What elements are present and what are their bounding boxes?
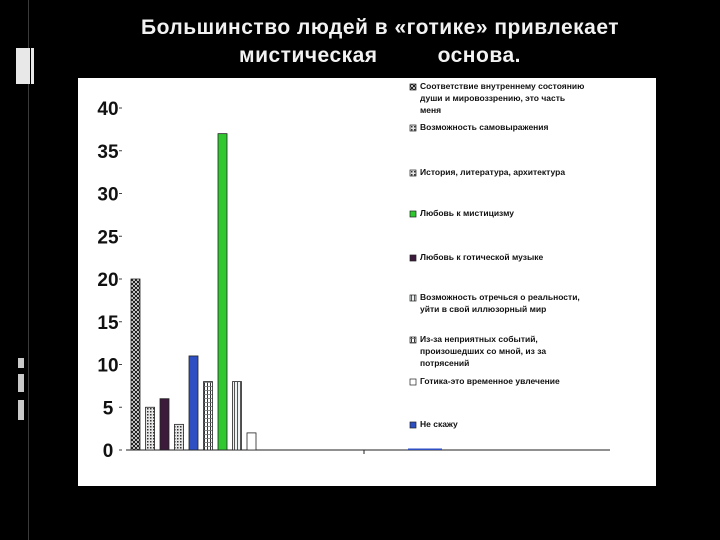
bar-rect <box>218 134 227 450</box>
accent-block <box>16 48 30 84</box>
chart-panel <box>78 78 656 486</box>
legend <box>410 81 584 429</box>
legend-label: Не скажу <box>420 419 458 429</box>
legend-item <box>410 167 565 177</box>
bar <box>131 279 140 450</box>
legend-swatch <box>410 295 416 301</box>
legend-item <box>410 334 546 368</box>
bar <box>247 433 256 450</box>
legend-swatch <box>410 255 416 261</box>
legend-label: Из-за неприятных событий, <box>420 334 538 344</box>
y-tick-label: 30 <box>97 184 119 206</box>
legend-label: души и мировоззрению, это часть <box>420 93 566 103</box>
title-word-mystical: мистическая <box>239 44 378 67</box>
bar-chart <box>78 78 656 486</box>
legend-item <box>410 419 458 429</box>
legend-label: История, литература, архитектура <box>420 167 566 177</box>
legend-label: Любовь к готической музыке <box>420 252 544 262</box>
bar-rect <box>204 382 213 450</box>
title-line-1: Большинство людей в «готике» привлекает <box>140 16 620 39</box>
legend-label: Любовь к мистицизму <box>420 208 514 218</box>
legend-swatch <box>410 125 416 131</box>
bars <box>131 134 442 450</box>
accent-block <box>18 358 24 368</box>
bar-rect <box>233 382 242 450</box>
y-tick-label: 15 <box>97 312 119 334</box>
legend-label: уйти в свой иллюзорный мир <box>420 304 547 314</box>
bar <box>146 407 155 450</box>
legend-label: произошедших со мной, из за <box>420 346 547 356</box>
bar-baseline-tail <box>408 449 442 451</box>
legend-swatch <box>410 211 416 217</box>
y-tick-label: 25 <box>97 227 119 249</box>
y-tick-label: 20 <box>97 270 119 291</box>
accent-block <box>31 48 34 84</box>
bar-rect <box>189 356 198 450</box>
bar-rect <box>146 407 155 450</box>
accent-block <box>18 400 24 420</box>
bar <box>175 424 184 450</box>
title-word-basis: основа. <box>437 44 521 67</box>
legend-item <box>410 292 580 314</box>
legend-label: Возможность отречься о реальности, <box>420 292 580 302</box>
bar <box>160 399 169 450</box>
slide-title <box>60 14 700 70</box>
bar-rect <box>247 433 256 450</box>
bar-rect <box>175 424 184 450</box>
legend-item <box>410 252 544 262</box>
bar <box>233 382 242 450</box>
legend-label: Готика-это временное увлечение <box>420 376 560 386</box>
legend-swatch <box>410 422 416 428</box>
y-tick-label: 35 <box>97 141 119 163</box>
legend-item <box>410 376 560 386</box>
legend-item <box>410 122 549 132</box>
legend-swatch <box>410 84 416 90</box>
y-tick-label: 5 <box>102 398 114 420</box>
y-tick-label: 0 <box>102 441 114 462</box>
bar <box>189 356 198 450</box>
legend-label: Соответствие внутреннему состоянию <box>420 81 585 91</box>
legend-swatch <box>410 379 416 385</box>
legend-swatch <box>410 337 416 343</box>
legend-label: меня <box>420 105 442 115</box>
bar-rect <box>160 399 169 450</box>
title-line-2 <box>60 42 700 70</box>
bar <box>204 382 213 450</box>
legend-item <box>410 208 514 218</box>
legend-label: Возможность самовыражения <box>420 122 549 132</box>
bar <box>218 134 227 450</box>
y-tick-label: 40 <box>97 99 119 120</box>
bar-rect <box>131 279 140 450</box>
y-tick-label: 10 <box>97 355 119 377</box>
accent-block <box>18 374 24 392</box>
legend-item <box>410 81 584 115</box>
y-axis <box>97 99 610 462</box>
legend-label: потрясений <box>420 358 470 368</box>
legend-swatch <box>410 170 416 176</box>
